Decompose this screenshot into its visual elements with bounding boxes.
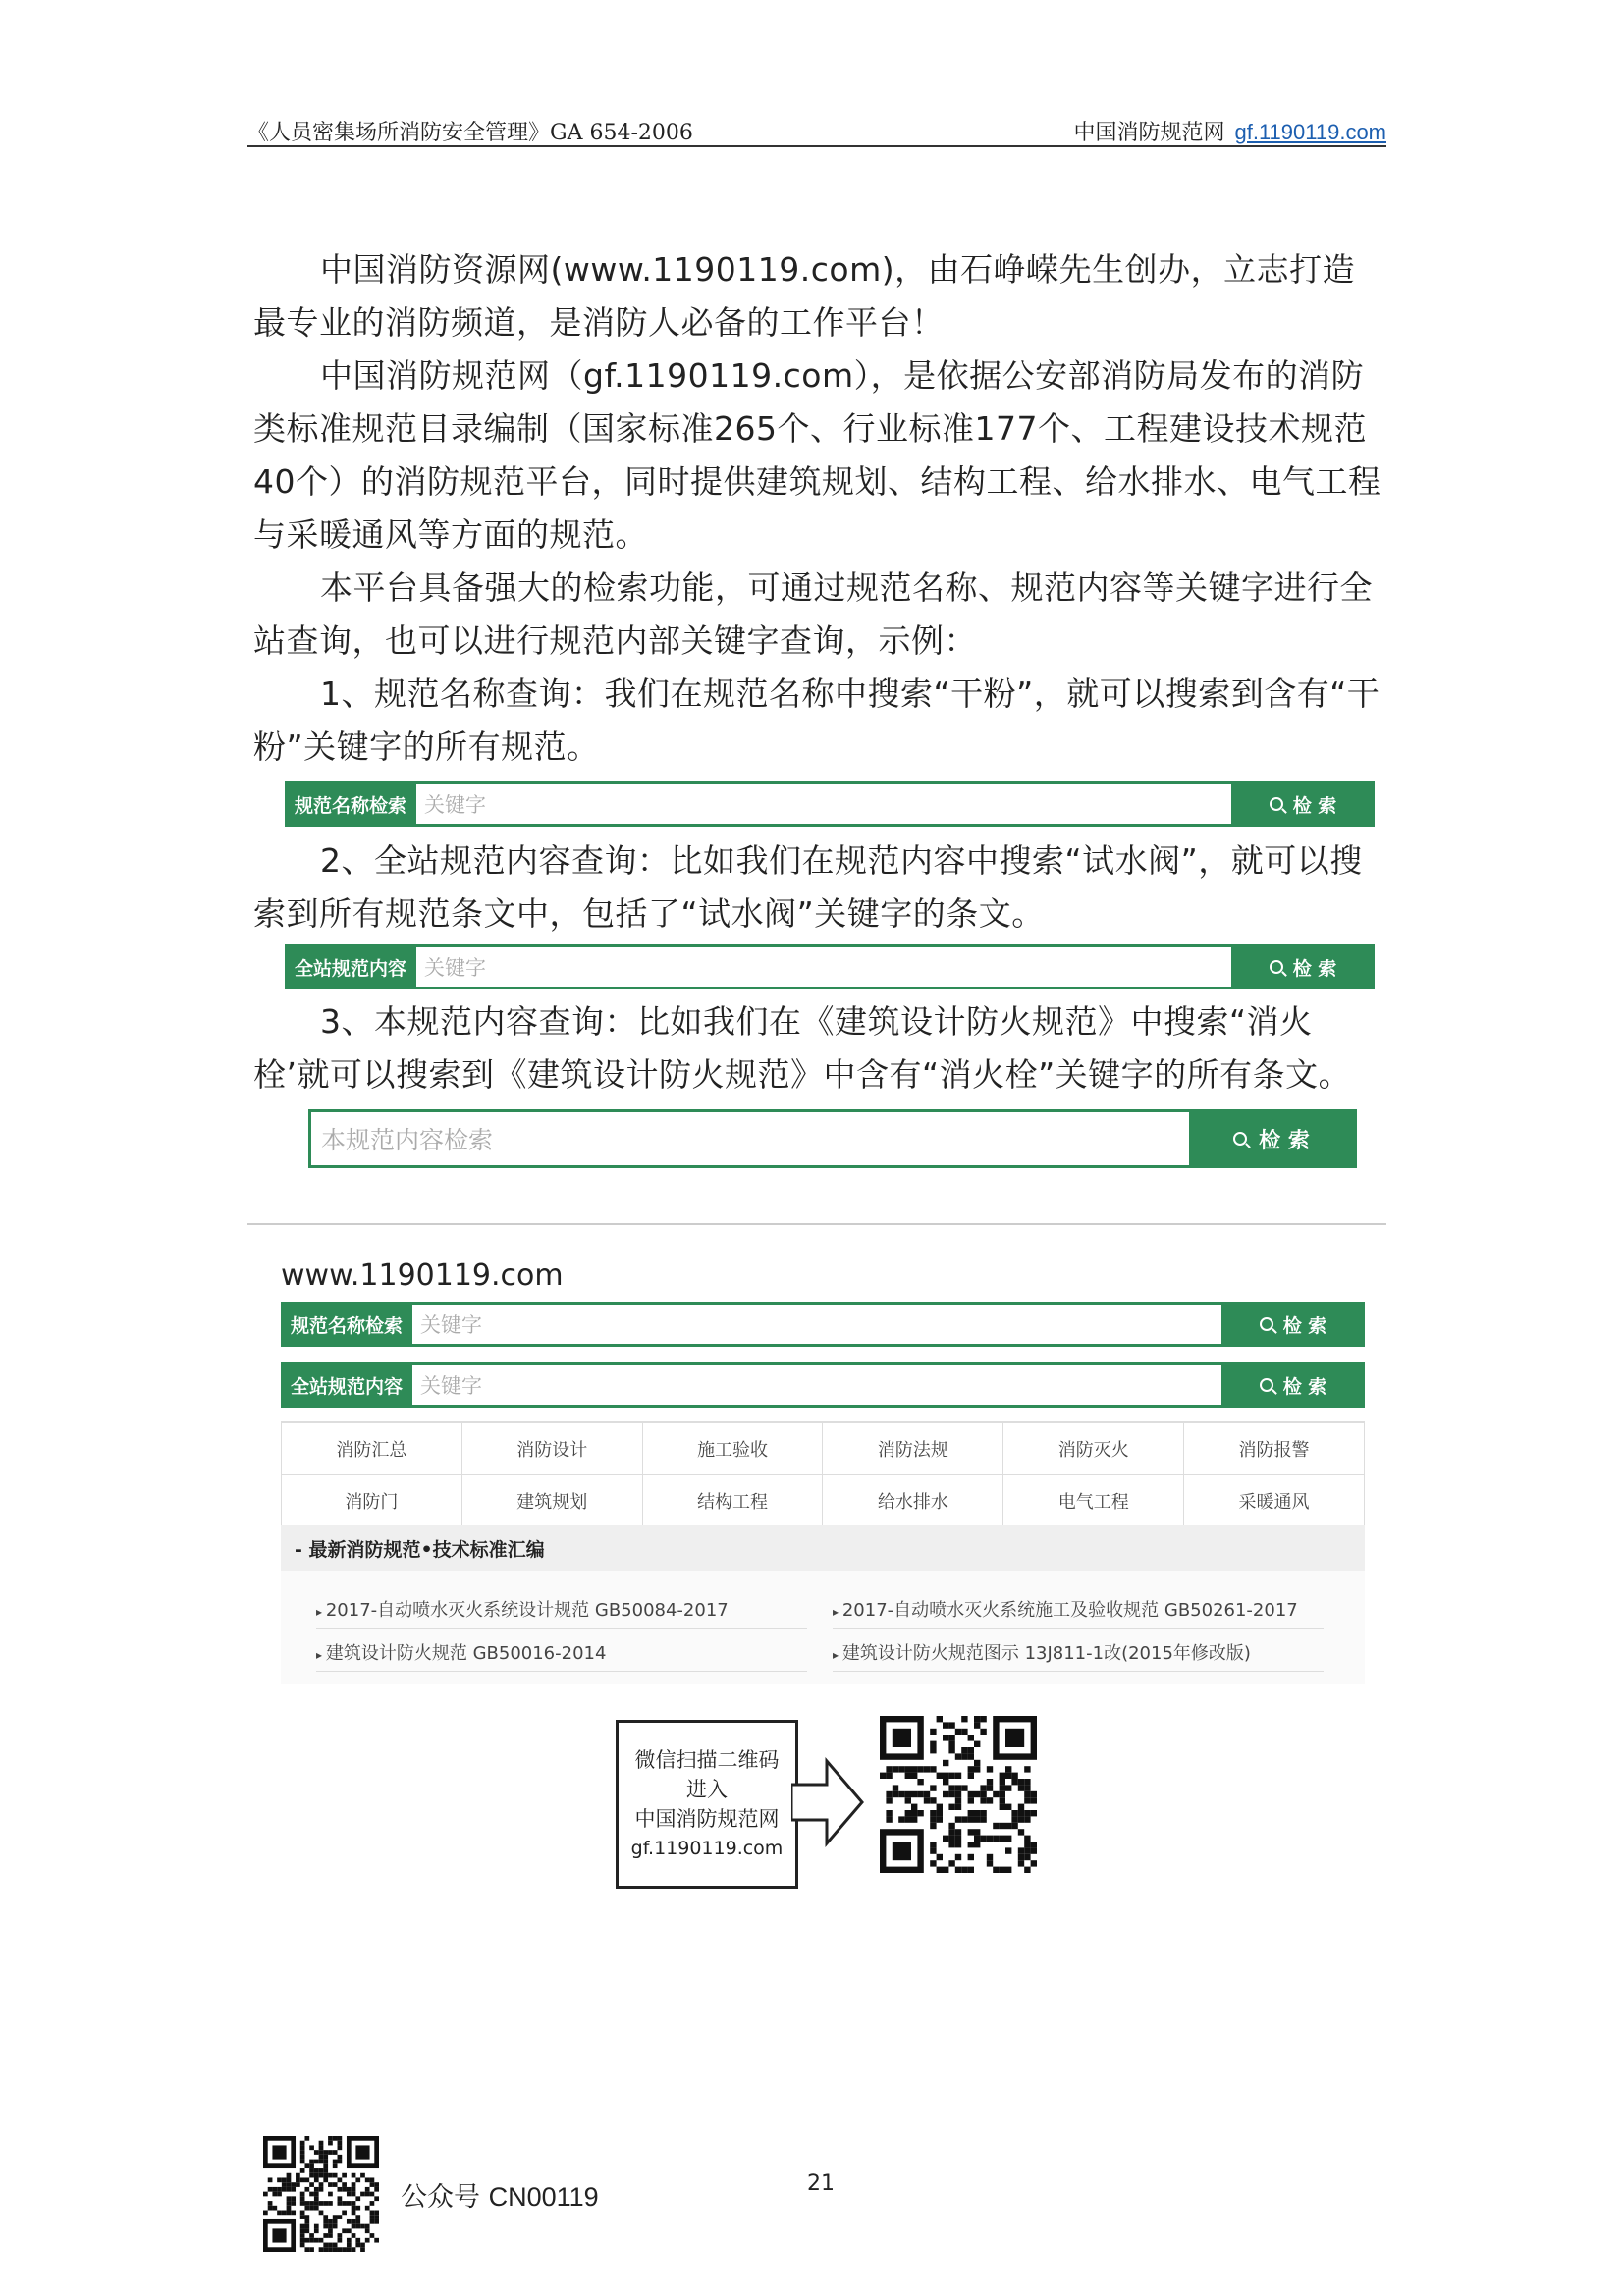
search-label: 全站规范内容 [295, 957, 407, 980]
search-button-label: 检 索 [1282, 1375, 1327, 1398]
header-site [1073, 116, 1386, 146]
category-grid [281, 1421, 1365, 1527]
search-icon [1260, 1378, 1273, 1392]
arrow-right-icon [791, 1755, 866, 1849]
category-link[interactable]: 建筑规划 [462, 1475, 643, 1526]
category-row [281, 1475, 1365, 1527]
search-button-label: 检 索 [1259, 1128, 1310, 1153]
search-label: 规范名称检索 [295, 794, 407, 817]
site-name-search-bar [281, 1302, 1365, 1347]
category-link[interactable]: 消防灭火 [1003, 1423, 1184, 1474]
header-document-title: 《人员密集场所消防安全管理》GA 654-2006 [247, 121, 693, 145]
search-input[interactable]: 关键字 [412, 1365, 1221, 1405]
platform-paragraph: 中国消防规范网（gf.1190119.com），是依据公安部消防局发布的消防类标准规范目录编制（国家标准265个、行业标准177个、工程建设技术规范40个）的消防规范平台，同时提供建筑规划、结构工程、给水排水、电气工程与采暖通风等方面的规范。 [253, 356, 1381, 554]
list-item[interactable]: ▸ 建筑设计防火规范 GB50016-2014 [316, 1639, 807, 1672]
category-link[interactable]: 消防汇总 [281, 1423, 462, 1474]
footer-account-label: 公众号 [401, 2182, 480, 2213]
example-2-paragraph: 2、全站规范内容查询：比如我们在规范内容中搜索“试水阀”，就可以搜索到所有规范条文中，包括了“试水阀”关键字的条文。 [253, 841, 1363, 933]
category-link[interactable]: 施工验收 [643, 1423, 824, 1474]
site-content-search-bar [281, 1362, 1365, 1408]
page-number: 21 [807, 2171, 835, 2196]
callout-line: 微信扫描二维码 [634, 1748, 780, 1772]
qr-code[interactable] [880, 1716, 1037, 1873]
search-label: 全站规范内容 [291, 1375, 404, 1398]
search-button-label: 检 索 [1282, 1314, 1327, 1337]
search-input[interactable]: 本规范内容检索 [321, 1126, 494, 1154]
search-button[interactable] [1189, 1112, 1354, 1165]
wechat-callout [616, 1720, 798, 1889]
footer-qr-code[interactable] [263, 2136, 379, 2252]
search-label: 规范名称检索 [291, 1314, 404, 1337]
category-link[interactable]: 电气工程 [1003, 1475, 1184, 1526]
example-name-search-bar [285, 781, 1375, 827]
category-link[interactable]: 给水排水 [823, 1475, 1003, 1526]
category-link[interactable]: 采暖通风 [1184, 1475, 1365, 1526]
search-icon [1233, 1132, 1247, 1146]
category-link[interactable]: 消防报警 [1184, 1423, 1365, 1474]
page-header [247, 116, 1386, 147]
intro-paragraph: 中国消防资源网(www.1190119.com)，由石峥嵘先生创办，立志打造最专业的消防频道，是消防人必备的工作平台！ [253, 250, 1356, 342]
search-input[interactable]: 关键字 [416, 784, 1231, 824]
category-link[interactable]: 结构工程 [643, 1475, 824, 1526]
footer-account-id: CN00119 [488, 2182, 599, 2212]
search-button-label: 检 索 [1292, 794, 1337, 817]
header-site-link[interactable]: gf.1190119.com [1234, 120, 1386, 144]
latest-standards-heading: - 最新消防规范•技术标准汇编 [281, 1525, 1365, 1571]
search-input[interactable]: 关键字 [416, 947, 1231, 987]
category-link[interactable]: 消防设计 [462, 1423, 643, 1474]
search-icon [1270, 797, 1283, 811]
search-button[interactable] [1231, 944, 1375, 989]
search-icon [1260, 1317, 1273, 1331]
search-input[interactable]: 关键字 [412, 1305, 1221, 1344]
divider [247, 1223, 1386, 1225]
site-url: www.1190119.com [281, 1258, 564, 1293]
example-content-search-bar [285, 944, 1375, 989]
search-button[interactable] [1221, 1302, 1365, 1347]
example-1-paragraph: 1、规范名称查询：我们在规范名称中搜索“干粉”，就可以搜索到含有“干粉”关键字的所有规范。 [253, 674, 1380, 766]
category-link[interactable]: 消防门 [281, 1475, 462, 1526]
category-link[interactable]: 消防法规 [823, 1423, 1003, 1474]
list-item[interactable]: ▸ 建筑设计防火规范图示 13J811-1改(2015年修改版) [833, 1639, 1324, 1672]
search-icon [1270, 960, 1283, 974]
header-site-name: 中国消防规范网 [1073, 121, 1225, 145]
example-3-paragraph: 3、本规范内容查询：比如我们在《建筑设计防火规范》中搜索“消火栓’就可以搜索到《建筑设计防火规范》中含有“消火栓”关键字的所有条文。 [253, 1002, 1352, 1094]
category-row [281, 1423, 1365, 1475]
callout-line: 进入 [686, 1778, 728, 1801]
search-button[interactable] [1231, 781, 1375, 827]
footer-account [401, 2175, 599, 2214]
search-feature-paragraph: 本平台具备强大的检索功能，可通过规范名称、规范内容等关键字进行全站查询，也可以进行规范内部关键字查询，示例： [253, 568, 1373, 660]
search-button[interactable] [1221, 1362, 1365, 1408]
callout-line: 中国消防规范网 [634, 1807, 780, 1831]
list-item[interactable]: ▸ 2017-自动喷水灭火系统设计规范 GB50084-2017 [316, 1596, 807, 1629]
search-button-label: 检 索 [1292, 957, 1337, 980]
callout-url: gf.1190119.com [630, 1838, 784, 1859]
list-item[interactable]: ▸ 2017-自动喷水灭火系统施工及验收规范 GB50261-2017 [833, 1596, 1324, 1629]
example-inner-search-bar [308, 1109, 1357, 1168]
